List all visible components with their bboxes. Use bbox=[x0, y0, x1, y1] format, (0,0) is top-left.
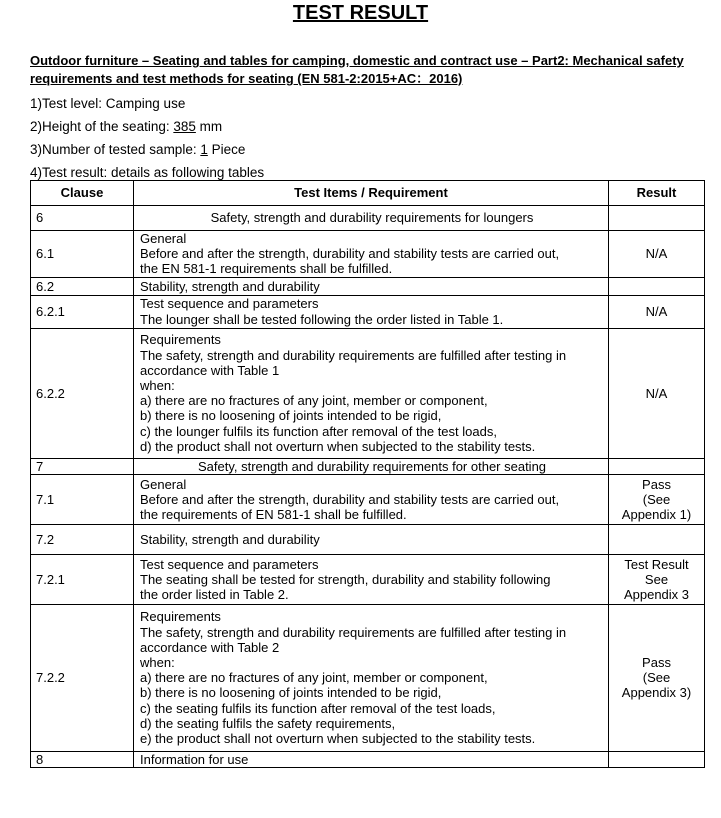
requirement-line: General bbox=[140, 231, 187, 246]
result-line: See bbox=[644, 571, 669, 587]
requirement-line: Safety, strength and durability requirements for loungers bbox=[210, 210, 534, 226]
table-row bbox=[31, 277, 705, 295]
clause-cell: 7 bbox=[31, 458, 134, 474]
requirement-line: when: bbox=[140, 377, 175, 393]
requirement-cell bbox=[134, 524, 609, 554]
requirement-line: a) there are no fractures of any joint, member or component, bbox=[140, 393, 488, 409]
result-cell bbox=[609, 458, 705, 474]
result-line: (See bbox=[642, 491, 671, 507]
table-row bbox=[31, 604, 705, 751]
requirement-line: The lounger shall be tested following the order listed in Table 1. bbox=[140, 311, 504, 327]
result-line: Pass bbox=[642, 655, 671, 670]
requirement-line: the requirements of EN 581-1 shall be fulfilled. bbox=[140, 506, 407, 522]
requirement-line: accordance with Table 2 bbox=[140, 639, 280, 655]
requirement-line: b) there is no loosening of joints intended to be rigid, bbox=[140, 685, 442, 701]
requirement-cell bbox=[134, 277, 609, 295]
result-cell bbox=[609, 328, 705, 458]
requirement-line: Test sequence and parameters bbox=[140, 556, 319, 572]
table-row bbox=[31, 231, 705, 278]
requirement-line: The safety, strength and durability requirements are fulfilled after testing in bbox=[140, 624, 567, 640]
result-line: N/A bbox=[645, 304, 668, 319]
table-row bbox=[31, 751, 705, 767]
table-row bbox=[31, 524, 705, 554]
requirement-line: b) there is no loosening of joints intended to be rigid, bbox=[140, 408, 442, 424]
result-cell bbox=[609, 277, 705, 295]
clause-cell: 7.2.1 bbox=[31, 554, 134, 604]
result-line: Pass bbox=[642, 476, 671, 492]
result-cell bbox=[609, 751, 705, 767]
requirement-line: e) the product shall not overturn when subjected to the stability tests. bbox=[140, 731, 536, 747]
result-cell bbox=[609, 524, 705, 554]
requirement-cell bbox=[134, 295, 609, 328]
header-clause: Clause bbox=[31, 181, 134, 206]
table-row bbox=[31, 206, 705, 231]
requirement-line: Before and after the strength, durability and stability tests are carried out, bbox=[140, 246, 560, 262]
requirement-line: Before and after the strength, durability and stability tests are carried out, bbox=[140, 491, 560, 507]
clause-cell: 6.2 bbox=[31, 277, 134, 295]
requirement-line: Safety, strength and durability requirements for other seating bbox=[197, 458, 547, 474]
clause-cell: 6.1 bbox=[31, 231, 134, 278]
clause-cell: 6.2.1 bbox=[31, 295, 134, 328]
page-title: TEST RESULT bbox=[292, 2, 429, 24]
table-row bbox=[31, 328, 705, 458]
clause-cell: 7.2.2 bbox=[31, 604, 134, 751]
sample-count-label: 3)Number of tested sample: bbox=[30, 142, 201, 157]
result-cell bbox=[609, 554, 705, 604]
sample-count bbox=[30, 142, 245, 158]
requirement-line: Requirements bbox=[140, 609, 221, 625]
requirement-line: Stability, strength and durability bbox=[140, 531, 320, 547]
requirement-cell bbox=[134, 458, 609, 474]
sample-count-unit: Piece bbox=[207, 142, 246, 157]
requirement-cell bbox=[134, 206, 609, 231]
requirement-line: when: bbox=[140, 655, 175, 670]
requirement-cell bbox=[134, 554, 609, 604]
requirement-line: c) the seating fulfils its function after removal of the test loads, bbox=[140, 700, 496, 716]
requirement-cell bbox=[134, 474, 609, 524]
requirement-line: a) there are no fractures of any joint, member or component, bbox=[140, 670, 488, 686]
header-result: Result bbox=[609, 181, 705, 206]
result-cell bbox=[609, 295, 705, 328]
result-line: N/A bbox=[645, 385, 668, 401]
requirement-cell bbox=[134, 328, 609, 458]
result-line: N/A bbox=[645, 246, 668, 262]
requirement-line: c) the lounger fulfils its function after removal of the test loads, bbox=[140, 423, 497, 439]
standard-title: Outdoor furniture – Seating and tables for camping, domestic and contract use – Part2: Mechanical safety requirements and test methods for seating (EN 581-2:2015+AC：2016) bbox=[30, 53, 684, 86]
seating-height-value: 385 bbox=[173, 119, 196, 134]
result-cell bbox=[609, 604, 705, 751]
result-line: Appendix 3) bbox=[621, 685, 692, 701]
requirement-line: Test sequence and parameters bbox=[140, 296, 319, 312]
result-cell bbox=[609, 231, 705, 278]
test-result-note: 4)Test result: details as following tables bbox=[30, 165, 265, 180]
requirement-line: the EN 581-1 requirements shall be fulfilled. bbox=[140, 261, 393, 277]
table-header-row bbox=[31, 181, 705, 206]
clause-cell: 7.2 bbox=[31, 524, 134, 554]
clause-cell: 7.1 bbox=[31, 474, 134, 524]
requirement-line: The seating shall be tested for strength, durability and stability following bbox=[140, 571, 551, 587]
requirement-cell bbox=[134, 231, 609, 278]
seating-height-unit: mm bbox=[195, 119, 223, 134]
table-row bbox=[31, 474, 705, 524]
seating-height bbox=[30, 119, 222, 135]
header-items: Test Items / Requirement bbox=[134, 181, 609, 206]
table-row bbox=[31, 554, 705, 604]
requirement-line: General bbox=[140, 476, 187, 492]
requirement-cell bbox=[134, 604, 609, 751]
table-row bbox=[31, 295, 705, 328]
clause-cell: 6.2.2 bbox=[31, 328, 134, 458]
result-line: Appendix 1) bbox=[621, 506, 692, 522]
table-row bbox=[31, 458, 705, 474]
clause-cell: 6 bbox=[31, 206, 134, 231]
requirement-line: d) the seating fulfils the safety requirements, bbox=[140, 715, 396, 731]
test-level: 1)Test level: Camping use bbox=[30, 96, 186, 111]
requirement-line: the order listed in Table 2. bbox=[140, 586, 289, 602]
clause-cell: 8 bbox=[31, 751, 134, 767]
sample-count-value: 1 bbox=[200, 142, 208, 157]
requirement-line: Requirements bbox=[140, 332, 221, 348]
result-line: Appendix 3 bbox=[623, 586, 690, 602]
result-line: (See bbox=[642, 670, 671, 686]
result-cell bbox=[609, 206, 705, 231]
requirement-line: accordance with Table 1 bbox=[140, 362, 280, 378]
requirement-line: The safety, strength and durability requirements are fulfilled after testing in bbox=[140, 347, 567, 363]
result-line: Test Result bbox=[624, 556, 689, 572]
result-table bbox=[30, 180, 705, 768]
requirement-line: Stability, strength and durability bbox=[140, 278, 320, 294]
requirement-line: d) the product shall not overturn when subjected to the stability tests. bbox=[140, 438, 536, 454]
seating-height-label: 2)Height of the seating: bbox=[30, 119, 174, 134]
requirement-line: Information for use bbox=[140, 751, 249, 767]
requirement-cell bbox=[134, 751, 609, 767]
result-cell bbox=[609, 474, 705, 524]
